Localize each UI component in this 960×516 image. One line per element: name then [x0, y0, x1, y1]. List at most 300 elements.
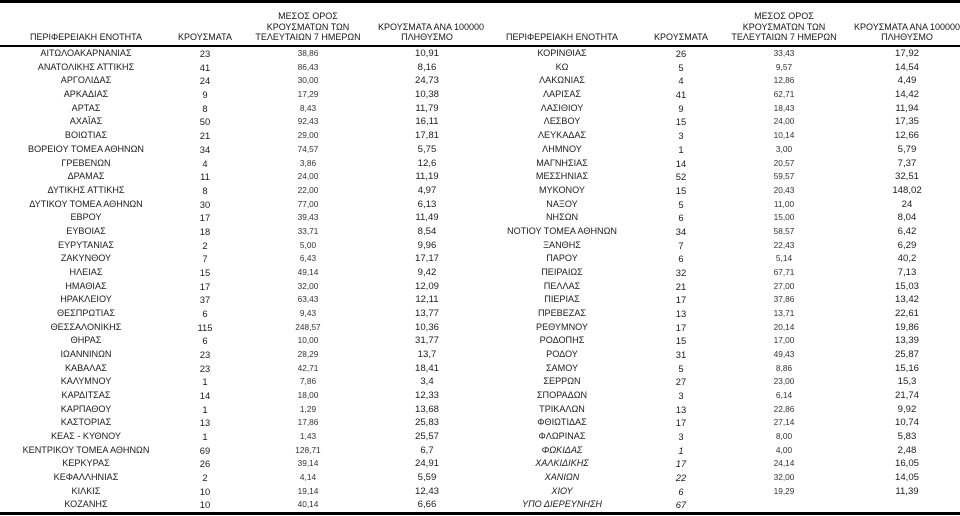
- column-header-line: ΤΕΛΕΥΤΑΙΩΝ 7 ΗΜΕΡΩΝ: [731, 32, 837, 43]
- table-row: [0, 88, 476, 102]
- table-row: [0, 211, 476, 225]
- cell-region: ΚΙΛΚΙΣ: [71, 485, 101, 496]
- column-header-line: ΚΡΟΥΣΜΑΤΑ ΑΝΑ 100000: [378, 21, 484, 32]
- column-header-line: ΠΕΡΙΦΕΡΕΙΑΚΗ ΕΝΟΤΗΤΑ: [29, 32, 143, 43]
- table-row: [476, 211, 960, 225]
- cell-region: ΒΟΡΕΙΟΥ ΤΟΜΕΑ ΑΘΗΝΩΝ: [28, 143, 144, 154]
- cell-cases: 31: [675, 348, 687, 360]
- table-row: [0, 293, 476, 307]
- cell-cases: 6: [202, 335, 208, 347]
- cell-per100k: 14,05: [894, 471, 919, 483]
- table-row: [476, 279, 960, 293]
- cell-per100k: 13,77: [414, 307, 439, 319]
- cell-region: ΗΜΑΘΙΑΣ: [65, 280, 107, 291]
- cell-per100k: 9,96: [417, 239, 437, 251]
- cell-region: ΛΕΣΒΟΥ: [543, 116, 581, 127]
- cell-per100k: 7,13: [897, 266, 917, 278]
- column-header-region: [476, 32, 648, 43]
- cell-per100k: 19,86: [894, 321, 919, 333]
- cell-region: ΧΙΟΥ: [551, 485, 573, 496]
- cell-per100k: 15,3: [897, 376, 917, 388]
- cell-per100k: 40,2: [897, 253, 917, 265]
- table-row: [476, 88, 960, 102]
- cell-avg7: 28,29: [297, 348, 319, 359]
- cell-cases: 1: [202, 376, 208, 388]
- cell-cases: 3: [678, 389, 684, 401]
- table-row: [476, 416, 960, 430]
- cell-per100k: 25,57: [414, 430, 439, 442]
- cell-avg7: 58,57: [773, 225, 795, 236]
- table-row: [476, 129, 960, 143]
- table-row: [0, 430, 476, 444]
- cell-region: ΦΩΚΙΔΑΣ: [541, 444, 583, 455]
- cell-region: ΕΥΡΥΤΑΝΙΑΣ: [58, 239, 114, 250]
- table-row: [476, 320, 960, 334]
- cell-per100k: 5,79: [897, 143, 917, 155]
- cell-avg7: 4,14: [299, 471, 317, 482]
- cell-cases: 26: [199, 458, 211, 470]
- cell-per100k: 2,48: [897, 444, 917, 456]
- cell-region: ΠΕΙΡΑΙΩΣ: [541, 266, 583, 277]
- cell-region: ΙΩΑΝΝΙΝΩΝ: [60, 348, 112, 359]
- cell-avg7: 19,29: [773, 485, 795, 496]
- cell-region: ΣΠΟΡΑΔΩΝ: [536, 389, 588, 400]
- cell-avg7: 1,29: [299, 403, 317, 414]
- table-row: [0, 307, 476, 321]
- cell-region: ΑΝΑΤΟΛΙΚΗΣ ΑΤΤΙΚΗΣ: [37, 61, 135, 72]
- table-row: [476, 361, 960, 375]
- cell-avg7: 10,00: [297, 335, 319, 346]
- table-row: [476, 389, 960, 403]
- cell-region: ΜΕΣΣΗΝΙΑΣ: [535, 171, 589, 182]
- cell-per100k: 14,42: [894, 89, 919, 101]
- cell-per100k: 6,7: [420, 444, 434, 456]
- cell-avg7: 74,57: [297, 143, 319, 154]
- cell-cases: 15: [675, 184, 687, 196]
- cell-cases: 14: [199, 389, 211, 401]
- table-row: [0, 402, 476, 416]
- cell-per100k: 32,51: [894, 171, 919, 183]
- regional-table-left: [0, 3, 484, 512]
- regional-table-right: [476, 3, 960, 512]
- cell-region: ΚΕΝΤΡΙΚΟΥ ΤΟΜΕΑ ΑΘΗΝΩΝ: [22, 444, 150, 455]
- cell-per100k: 5,59: [417, 471, 437, 483]
- cell-cases: 3: [678, 430, 684, 442]
- cell-cases: 1: [678, 444, 684, 456]
- table-row: [476, 443, 960, 457]
- cell-region: ΠΙΕΡΙΑΣ: [544, 294, 580, 305]
- table-header-row: [476, 3, 960, 47]
- cell-cases: 13: [675, 307, 687, 319]
- cell-region: ΚΑΣΤΟΡΙΑΣ: [60, 417, 112, 428]
- cell-cases: 67: [675, 499, 687, 511]
- table-row: [0, 102, 476, 116]
- cell-avg7: 5,14: [775, 253, 793, 264]
- cell-avg7: 1,43: [299, 430, 317, 441]
- cell-avg7: 30,00: [297, 75, 319, 86]
- column-header-line: ΤΕΛΕΥΤΑΙΩΝ 7 ΗΜΕΡΩΝ: [255, 32, 361, 43]
- table-row: [0, 361, 476, 375]
- column-header-line: ΠΛΗΘΥΣΜΟ: [401, 32, 453, 43]
- cell-per100k: 13,7: [417, 348, 437, 360]
- cell-avg7: 86,43: [297, 61, 319, 72]
- cell-cases: 7: [202, 253, 208, 265]
- cell-avg7: 40,14: [297, 499, 319, 510]
- cell-cases: 1: [678, 143, 684, 155]
- cell-cases: 34: [675, 225, 687, 237]
- cell-region: ΑΧΑΪΑΣ: [69, 116, 103, 127]
- cell-region: ΥΠΟ ΔΙΕΡΕΥΝΗΣΗ: [522, 499, 602, 510]
- cell-avg7: 23,00: [773, 376, 795, 387]
- cell-region: ΒΟΙΩΤΙΑΣ: [64, 130, 108, 141]
- cell-per100k: 8,04: [897, 212, 917, 224]
- cell-region: ΡΟΔΟΥ: [546, 348, 578, 359]
- cell-region: ΝΗΣΩΝ: [545, 212, 579, 223]
- cell-cases: 7: [678, 239, 684, 251]
- cell-avg7: 8,86: [775, 362, 793, 373]
- cell-per100k: 13,39: [894, 335, 919, 347]
- cell-avg7: 22,86: [773, 403, 795, 414]
- cell-cases: 17: [199, 212, 211, 224]
- cell-cases: 5: [678, 198, 684, 210]
- column-header-line: ΠΛΗΘΥΣΜΟ: [881, 32, 933, 43]
- table-row: [0, 225, 476, 239]
- cell-avg7: 3,00: [775, 143, 793, 154]
- cell-region: ΔΡΑΜΑΣ: [67, 171, 105, 182]
- cell-region: ΚΑΡΔΙΤΣΑΣ: [61, 389, 111, 400]
- cell-avg7: 15,00: [773, 212, 795, 223]
- table-row: [0, 129, 476, 143]
- cell-cases: 17: [675, 294, 687, 306]
- table-row: [0, 184, 476, 198]
- cell-cases: 8: [202, 184, 208, 196]
- cell-per100k: 5,83: [897, 430, 917, 442]
- cell-cases: 4: [678, 75, 684, 87]
- cell-region: ΕΥΒΟΙΑΣ: [66, 225, 106, 236]
- cell-avg7: 7,86: [299, 376, 317, 387]
- table-row: [0, 348, 476, 362]
- cell-avg7: 42,71: [297, 362, 319, 373]
- table-row: [476, 156, 960, 170]
- table-row: [0, 266, 476, 280]
- cell-per100k: 8,16: [417, 61, 437, 73]
- cell-cases: 14: [675, 157, 687, 169]
- cell-region: ΛΑΚΩΝΙΑΣ: [539, 75, 585, 86]
- cell-cases: 8: [202, 102, 208, 114]
- table-row: [0, 170, 476, 184]
- cell-cases: 52: [675, 171, 687, 183]
- cell-avg7: 24,14: [773, 458, 795, 469]
- cell-per100k: 22,61: [894, 307, 919, 319]
- cell-cases: 21: [199, 130, 211, 142]
- cell-cases: 21: [675, 280, 687, 292]
- cell-region: ΛΕΥΚΑΔΑΣ: [537, 130, 587, 141]
- cell-per100k: 31,77: [414, 335, 439, 347]
- cell-cases: 13: [199, 417, 211, 429]
- cell-avg7: 27,00: [773, 280, 795, 291]
- cell-cases: 9: [678, 102, 684, 114]
- column-header-line: ΚΡΟΥΣΜΑΤΑ ΑΝΑ 100000: [854, 21, 960, 32]
- cell-per100k: 12,6: [417, 157, 437, 169]
- table-row: [0, 334, 476, 348]
- table-row: [476, 102, 960, 116]
- cell-region: ΚΕΦΑΛΛΗΝΙΑΣ: [53, 471, 119, 482]
- table-row: [0, 61, 476, 75]
- table-row: [476, 197, 960, 211]
- cell-avg7: 59,57: [773, 171, 795, 182]
- cell-cases: 2: [202, 471, 208, 483]
- cell-per100k: 16,05: [894, 458, 919, 470]
- table-body: [0, 47, 476, 512]
- cell-avg7: 17,29: [297, 89, 319, 100]
- cell-region: ΤΡΙΚΑΛΩΝ: [539, 403, 585, 414]
- cell-avg7: 38,86: [297, 48, 319, 59]
- cell-region: ΑΡΚΑΔΙΑΣ: [63, 89, 109, 100]
- table-row: [476, 402, 960, 416]
- cell-avg7: 62,71: [773, 89, 795, 100]
- cell-cases: 22: [675, 471, 687, 483]
- cell-cases: 17: [199, 280, 211, 292]
- table-row: [0, 416, 476, 430]
- table-row: [476, 266, 960, 280]
- cell-avg7: 5,00: [299, 239, 317, 250]
- column-header-line: ΠΕΡΙΦΕΡΕΙΑΚΗ ΕΝΟΤΗΤΑ: [505, 32, 619, 43]
- cell-cases: 10: [199, 499, 211, 511]
- cell-avg7: 32,00: [773, 471, 795, 482]
- cell-cases: 2: [202, 239, 208, 251]
- cell-avg7: 33,71: [297, 225, 319, 236]
- cell-avg7: 37,86: [773, 294, 795, 305]
- cell-avg7: 17,00: [773, 335, 795, 346]
- cell-region: ΘΕΣΠΡΩΤΙΑΣ: [57, 307, 115, 318]
- cell-region: ΣΑΜΟΥ: [545, 362, 579, 373]
- cell-cases: 37: [199, 294, 211, 306]
- cell-cases: 30: [199, 198, 211, 210]
- column-header-line: ΚΡΟΥΣΜΑΤΑ: [178, 32, 232, 43]
- cell-avg7: 11,00: [773, 198, 795, 209]
- cell-per100k: 14,54: [894, 61, 919, 73]
- cell-avg7: 4,00: [775, 444, 793, 455]
- table-row: [476, 334, 960, 348]
- cell-region: ΣΕΡΡΩΝ: [543, 376, 581, 387]
- cell-per100k: 11,49: [415, 212, 439, 224]
- cell-avg7: 27,14: [773, 417, 795, 428]
- cell-avg7: 77,00: [297, 198, 319, 209]
- cell-cases: 69: [199, 444, 211, 456]
- cell-avg7: 67,71: [773, 266, 795, 277]
- table-row: [476, 293, 960, 307]
- cell-region: ΦΘΙΩΤΙΔΑΣ: [537, 417, 587, 428]
- table-row: [476, 471, 960, 485]
- column-header-line: ΜΕΣΟΣ ΟΡΟΣ: [278, 11, 338, 22]
- cell-avg7: 248,57: [295, 321, 321, 332]
- cell-cases: 3: [678, 130, 684, 142]
- cell-avg7: 20,14: [773, 321, 795, 332]
- table-row: [476, 143, 960, 157]
- cell-per100k: 9,92: [897, 403, 917, 415]
- cell-cases: 41: [675, 89, 687, 101]
- cell-region: ΗΛΕΙΑΣ: [69, 266, 103, 277]
- table-row: [476, 170, 960, 184]
- cell-cases: 15: [199, 266, 211, 278]
- table-row: [476, 225, 960, 239]
- cell-region: ΝΟΤΙΟΥ ΤΟΜΕΑ ΑΘΗΝΩΝ: [507, 225, 617, 236]
- table-row: [476, 238, 960, 252]
- table-row: [476, 485, 960, 499]
- table-row: [0, 47, 476, 61]
- cell-per100k: 17,92: [894, 48, 919, 60]
- cell-cases: 4: [202, 157, 208, 169]
- cell-cases: 9: [202, 89, 208, 101]
- cell-region: ΚΟΖΑΝΗΣ: [64, 499, 108, 510]
- cell-avg7: 3,86: [299, 157, 317, 168]
- cell-avg7: 20,43: [773, 184, 795, 195]
- cell-region: ΞΑΝΘΗΣ: [543, 239, 581, 250]
- table-row: [0, 320, 476, 334]
- cell-per100k: 6,29: [897, 239, 917, 251]
- cell-cases: 41: [199, 61, 211, 73]
- cell-per100k: 24,91: [414, 458, 439, 470]
- cell-region: ΜΑΓΝΗΣΙΑΣ: [536, 157, 588, 168]
- cell-cases: 23: [199, 348, 211, 360]
- cell-region: ΗΡΑΚΛΕΙΟΥ: [60, 294, 112, 305]
- table-row: [0, 375, 476, 389]
- cell-region: ΔΥΤΙΚΗΣ ΑΤΤΙΚΗΣ: [47, 184, 125, 195]
- cell-avg7: 22,43: [773, 239, 795, 250]
- table-row: [0, 443, 476, 457]
- table-row: [476, 498, 960, 512]
- cell-cases: 26: [675, 48, 687, 60]
- cell-per100k: 17,81: [414, 130, 439, 142]
- cell-per100k: 11,19: [415, 171, 439, 183]
- cell-region: ΚΑΒΑΛΑΣ: [64, 362, 108, 373]
- cell-per100k: 10,36: [414, 321, 439, 333]
- cell-cases: 17: [675, 458, 687, 470]
- cell-per100k: 16,11: [415, 116, 439, 128]
- cell-avg7: 18,00: [297, 389, 319, 400]
- cell-avg7: 13,71: [773, 307, 795, 318]
- cell-region: ΓΡΕΒΕΝΩΝ: [61, 157, 111, 168]
- column-header-line: ΚΡΟΥΣΜΑΤΩΝ ΤΩΝ: [266, 21, 350, 32]
- cell-avg7: 39,43: [297, 212, 319, 223]
- cell-avg7: 6,14: [775, 389, 793, 400]
- table-body: [476, 47, 960, 512]
- cell-region: ΧΑΝΙΩΝ: [544, 471, 580, 482]
- cell-cases: 6: [678, 212, 684, 224]
- cell-avg7: 6,43: [299, 253, 317, 264]
- table-row: [476, 375, 960, 389]
- cell-cases: 27: [675, 376, 687, 388]
- table-row: [0, 389, 476, 403]
- cell-cases: 18: [199, 225, 211, 237]
- cell-avg7: 39,14: [297, 458, 319, 469]
- table-row: [476, 457, 960, 471]
- table-row: [0, 279, 476, 293]
- cell-per100k: 11,94: [895, 102, 919, 114]
- cell-per100k: 13,68: [414, 403, 439, 415]
- cell-per100k: 6,66: [417, 499, 437, 511]
- table-row: [476, 348, 960, 362]
- cell-region: ΕΒΡΟΥ: [70, 212, 102, 223]
- table-row: [476, 61, 960, 75]
- cell-avg7: 9,43: [299, 307, 317, 318]
- table-row: [0, 143, 476, 157]
- cell-region: ΧΑΛΚΙΔΙΚΗΣ: [535, 458, 589, 469]
- cell-avg7: 12,86: [773, 75, 795, 86]
- cell-cases: 6: [678, 485, 684, 497]
- cell-per100k: 24,73: [414, 75, 439, 87]
- cell-region: ΚΟΡΙΝΘΙΑΣ: [537, 48, 587, 59]
- cell-cases: 6: [202, 307, 208, 319]
- cell-per100k: 11,79: [415, 102, 439, 114]
- cell-region: ΛΑΡΙΣΑΣ: [542, 89, 582, 100]
- cell-avg7: 24,00: [297, 171, 319, 182]
- cell-per100k: 25,87: [894, 348, 919, 360]
- cell-per100k: 11,39: [895, 485, 919, 497]
- table-row: [476, 47, 960, 61]
- column-header-line: ΚΡΟΥΣΜΑΤΩΝ ΤΩΝ: [742, 21, 826, 32]
- cell-region: ΠΑΡΟΥ: [546, 253, 578, 264]
- table-row: [0, 252, 476, 266]
- cell-cases: 15: [675, 335, 687, 347]
- cell-region: ΑΡΓΟΛΙΔΑΣ: [60, 75, 112, 86]
- cell-cases: 13: [675, 403, 687, 415]
- cell-per100k: 21,74: [894, 389, 919, 401]
- column-header-region: [0, 32, 172, 43]
- table-row: [476, 74, 960, 88]
- cell-avg7: 19,14: [297, 485, 319, 496]
- cell-cases: 6: [678, 253, 684, 265]
- cell-per100k: 13,42: [894, 294, 919, 306]
- cell-avg7: 49,14: [297, 266, 319, 277]
- table-row: [0, 115, 476, 129]
- cell-per100k: 10,74: [894, 417, 919, 429]
- column-header-avg7: [238, 11, 378, 43]
- cell-region: ΡΟΔΟΠΗΣ: [539, 335, 585, 346]
- cell-region: ΡΕΘΥΜΝΟΥ: [536, 321, 588, 332]
- cell-region: ΘΕΣΣΑΛΟΝΙΚΗΣ: [50, 321, 122, 332]
- cell-cases: 1: [202, 430, 208, 442]
- cell-cases: 23: [199, 362, 211, 374]
- table-row: [0, 238, 476, 252]
- cell-cases: 17: [675, 321, 687, 333]
- cell-cases: 23: [199, 48, 211, 60]
- cell-region: ΚΑΡΠΑΘΟΥ: [60, 403, 112, 414]
- cell-cases: 50: [199, 116, 211, 128]
- cell-avg7: 33,43: [773, 48, 795, 59]
- column-header-line: ΚΡΟΥΣΜΑΤΑ: [654, 32, 708, 43]
- cell-cases: 1: [202, 403, 208, 415]
- cell-per100k: 18,41: [414, 362, 439, 374]
- cell-avg7: 9,57: [775, 61, 793, 72]
- cell-per100k: 12,33: [414, 389, 439, 401]
- cell-per100k: 7,37: [897, 157, 917, 169]
- cell-region: ΚΩ: [555, 61, 569, 72]
- cell-cases: 24: [199, 75, 211, 87]
- cell-avg7: 63,43: [297, 294, 319, 305]
- cell-avg7: 32,00: [297, 280, 319, 291]
- cell-per100k: 15,03: [894, 280, 919, 292]
- cell-per100k: 12,11: [415, 294, 439, 306]
- cell-avg7: 92,43: [297, 116, 319, 127]
- cell-region: ΑΙΤΩΛΟΑΚΑΡΝΑΝΙΑΣ: [40, 48, 132, 59]
- cell-region: ΘΗΡΑΣ: [70, 335, 102, 346]
- cell-region: ΔΥΤΙΚΟΥ ΤΟΜΕΑ ΑΘΗΝΩΝ: [29, 198, 143, 209]
- cell-per100k: 9,42: [417, 266, 437, 278]
- cell-region: ΝΑΞΟΥ: [546, 198, 578, 209]
- cell-cases: 11: [200, 171, 210, 183]
- cell-per100k: 3,4: [420, 376, 434, 388]
